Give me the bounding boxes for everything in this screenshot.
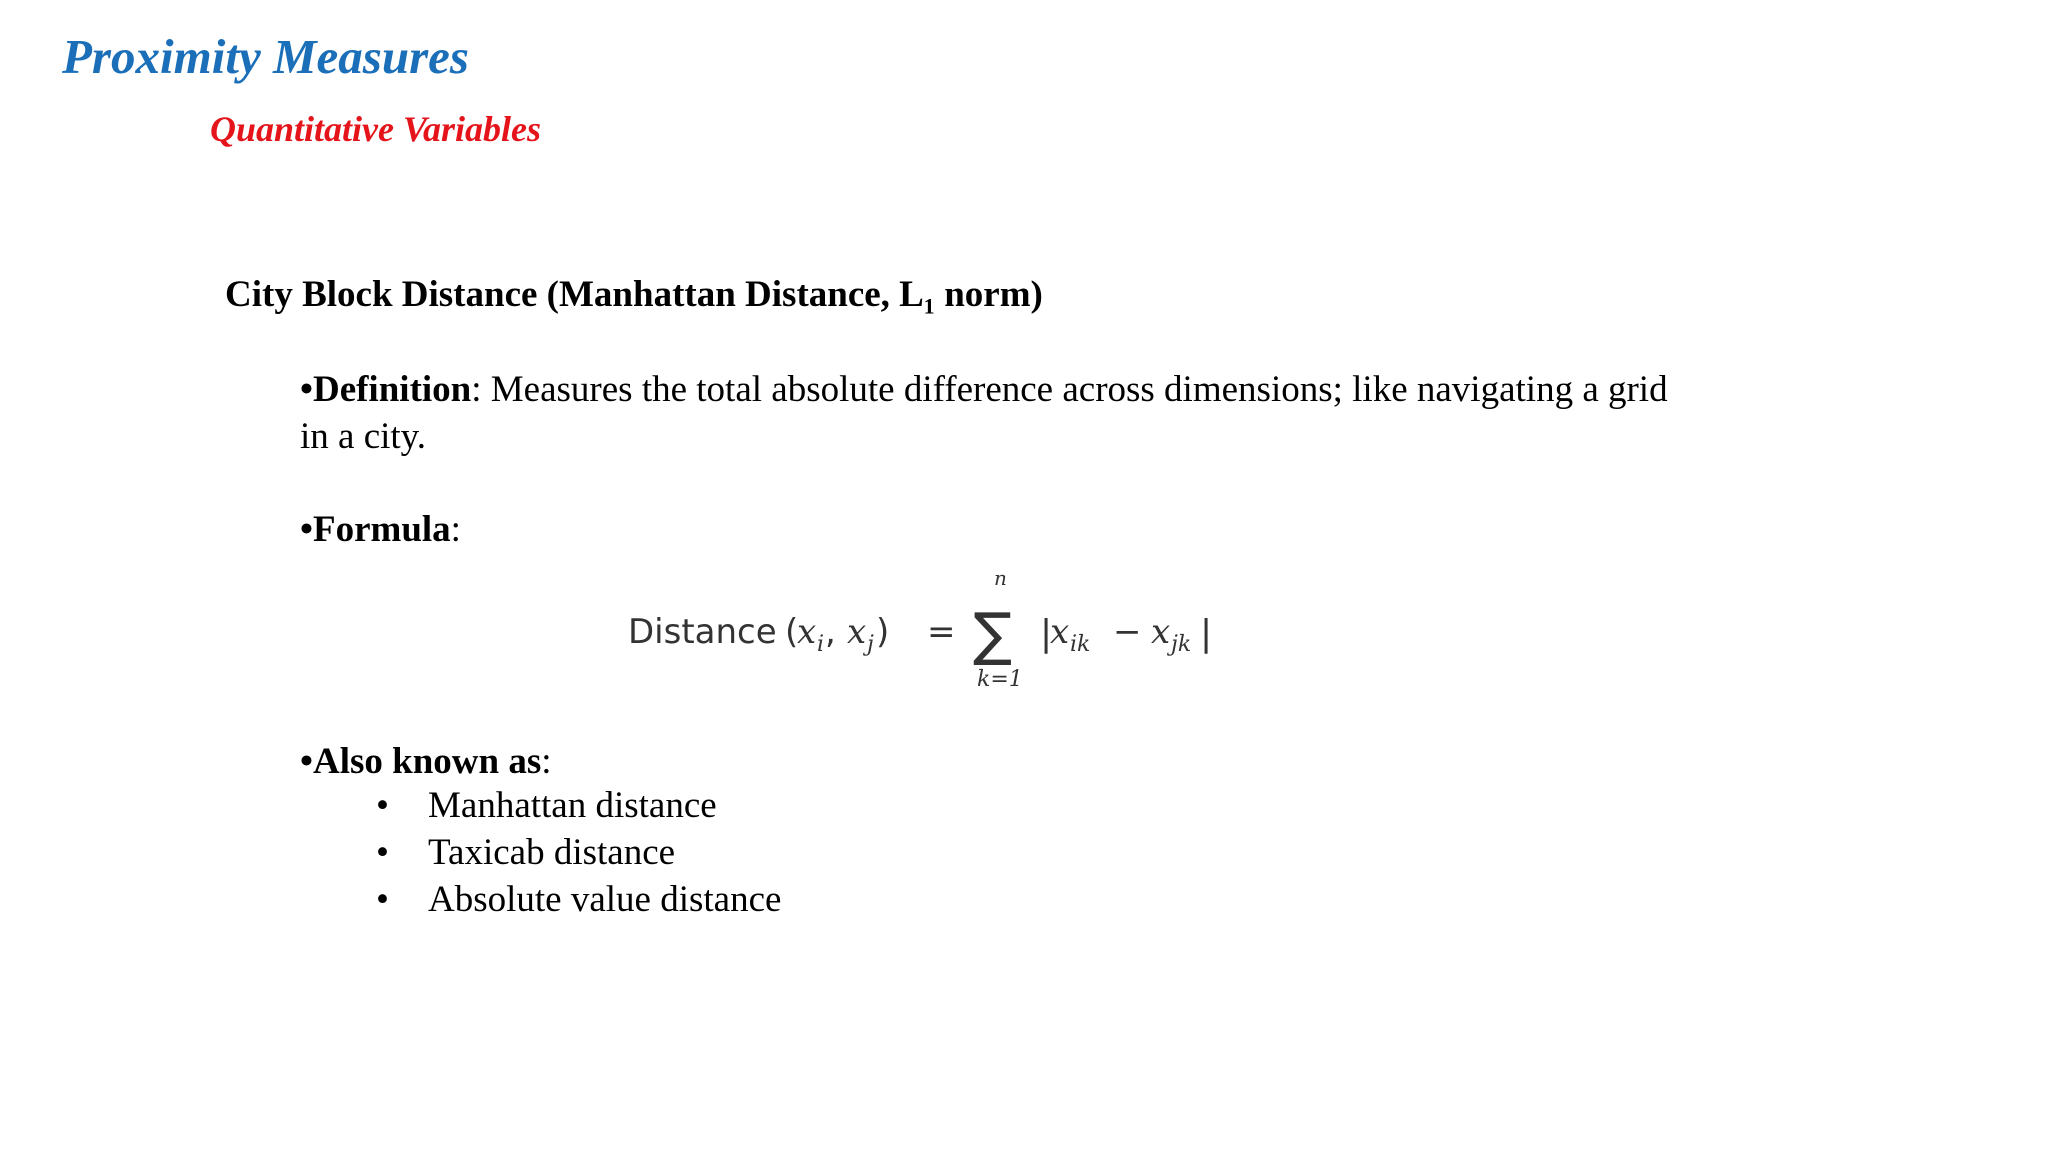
list-item-text: Absolute value distance xyxy=(428,879,782,920)
section-heading: City Block Distance (Manhattan Distance, L₁ norm) xyxy=(225,274,1043,315)
formula-open-paren: ( xyxy=(785,612,799,652)
formula-separator: : xyxy=(450,509,461,550)
formula-term2: x xyxy=(1151,612,1171,652)
formula-term1: x xyxy=(1050,612,1070,652)
bullet-marker: • xyxy=(376,785,389,826)
definition-paragraph xyxy=(300,366,1700,460)
formula-term2-sub: jk xyxy=(1171,632,1192,657)
definition-bullet: • xyxy=(300,369,313,410)
formula-sum-lower: k=1 xyxy=(977,667,1023,692)
formula-x1-sub: i xyxy=(817,632,825,657)
formula-minus: − xyxy=(1113,612,1142,652)
list-item-text: Manhattan distance xyxy=(428,785,717,826)
formula-comma: , xyxy=(825,612,836,652)
formula-abs-close: | xyxy=(1200,613,1213,654)
bullet-marker: • xyxy=(376,879,389,920)
aka-label: Also known as xyxy=(312,741,542,782)
formula-bullet: • xyxy=(300,509,313,550)
formula-x2: x xyxy=(847,612,867,652)
list-item xyxy=(376,782,781,829)
formula-x1: x xyxy=(797,612,817,652)
slide-title: Proximity Measures xyxy=(62,29,469,84)
formula-label: Formula xyxy=(312,509,451,550)
formula-term1-sub: ik xyxy=(1070,632,1091,657)
slide-subtitle: Quantitative Variables xyxy=(210,109,542,149)
formula-sum-symbol: ∑ xyxy=(973,600,1013,668)
formula-equals: = xyxy=(927,612,956,652)
also-known-as-line xyxy=(300,738,552,785)
formula-abs-open: | xyxy=(1040,613,1053,654)
definition-label: Definition xyxy=(312,369,472,410)
list-item xyxy=(376,829,781,876)
formula-label-line xyxy=(300,506,461,553)
formula-x2-sub: j xyxy=(867,632,874,657)
formula-sum-upper: n xyxy=(994,566,1007,590)
aka-list xyxy=(376,782,781,923)
formula-lhs-name: Distance xyxy=(628,612,777,652)
list-item xyxy=(376,876,781,923)
aka-bullet: • xyxy=(300,741,313,782)
definition-separator: : xyxy=(471,369,482,410)
aka-separator: : xyxy=(541,741,552,782)
distance-formula xyxy=(625,560,1225,700)
bullet-marker: • xyxy=(376,832,389,873)
definition-text: Measures the total absolute difference across dimensions; like navigating a grid in a city. xyxy=(300,369,1668,457)
list-item-text: Taxicab distance xyxy=(428,832,676,873)
formula-close-paren: ) xyxy=(876,612,890,652)
